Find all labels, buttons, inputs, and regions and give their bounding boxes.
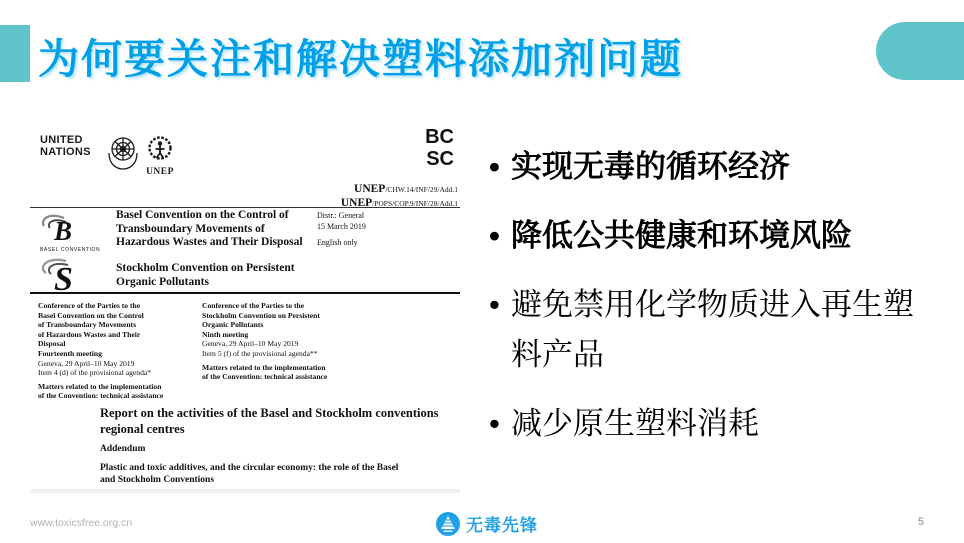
report-subtitle: Plastic and toxic additives, and the circular economy: the role of the Basel and Stockholm Conventions [100, 463, 399, 485]
footer-website-url: www.toxicsfree.org.cn [30, 517, 133, 529]
footer-brand-name: 无毒先锋 [466, 516, 538, 535]
list-item: • 避免禁用化学物质进入再生塑料产品 [489, 280, 931, 380]
svg-text:BASEL CONVENTION: BASEL CONVENTION [40, 247, 101, 253]
stockholm-convention-title: Stockholm Convention on Persistent Organic Pollutants [116, 262, 295, 288]
document-symbols: UNEP/CHW.14/INF/29/Add.1 UNEP/POPS/COP.9/INF/28/Add.1 [340, 183, 458, 209]
basel-cop-column: Conference of the Parties to the Basel Convention on the Control of Transboundary Movements of Hazardous Wastes and Their Disposal Fourteenth meeting Geneva, 29 April–10 May 2019 Item 4 (d) of the provisional agenda* Matters related to the implementation of the Convention: technical assistance [38, 301, 164, 401]
unep-caption: UNEP [146, 167, 174, 177]
document-bottom-edge [30, 489, 460, 493]
list-item: • 实现无毒的循环经济 [489, 142, 931, 192]
un-document-image [30, 112, 460, 493]
toxicsfree-logo-icon [436, 512, 460, 536]
basel-convention-logo [38, 212, 108, 254]
divider-thick [30, 292, 460, 294]
key-points-list [489, 142, 931, 468]
header-logos [104, 134, 175, 177]
title-accent-bar [0, 25, 30, 82]
distribution-block: Distr.: General 15 March 2019 English only [317, 211, 366, 247]
list-item: • 减少原生塑料消耗 [489, 399, 931, 449]
slide-title: 为何要关注和解决塑料添加剂问题 [38, 36, 683, 82]
page-number: 5 [917, 516, 924, 528]
title-accent-pill [876, 22, 964, 80]
svg-text:B: B [54, 216, 73, 246]
stockholm-cop-column: Conference of the Parties to the Stockholm Convention on Persistent Organic Pollutants Ninth meeting Geneva, 29 April–10 May 2019 Item 5 (f) of the provisional agenda** Matters related to the implementation of the Convention: technical assistance [202, 301, 328, 382]
unep-emblem-icon [145, 134, 175, 164]
bc-sc-label: BC SC [425, 126, 454, 170]
footer-brand [436, 511, 538, 536]
svg-text:S: S [54, 261, 73, 298]
unep-emblem-block [145, 134, 175, 177]
divider-thin [30, 207, 460, 208]
report-title: Report on the activities of the Basel and Stockholm conventions regional centres [100, 406, 439, 436]
united-nations-label: UNITED NATIONS [40, 134, 91, 158]
addendum-label: Addendum [100, 444, 146, 454]
list-item: • 降低公共健康和环境风险 [489, 211, 931, 261]
un-emblem-icon [104, 134, 142, 174]
basel-convention-title: Basel Convention on the Control of Transboundary Movements of Hazardous Wastes and Their Disposal [116, 209, 303, 248]
